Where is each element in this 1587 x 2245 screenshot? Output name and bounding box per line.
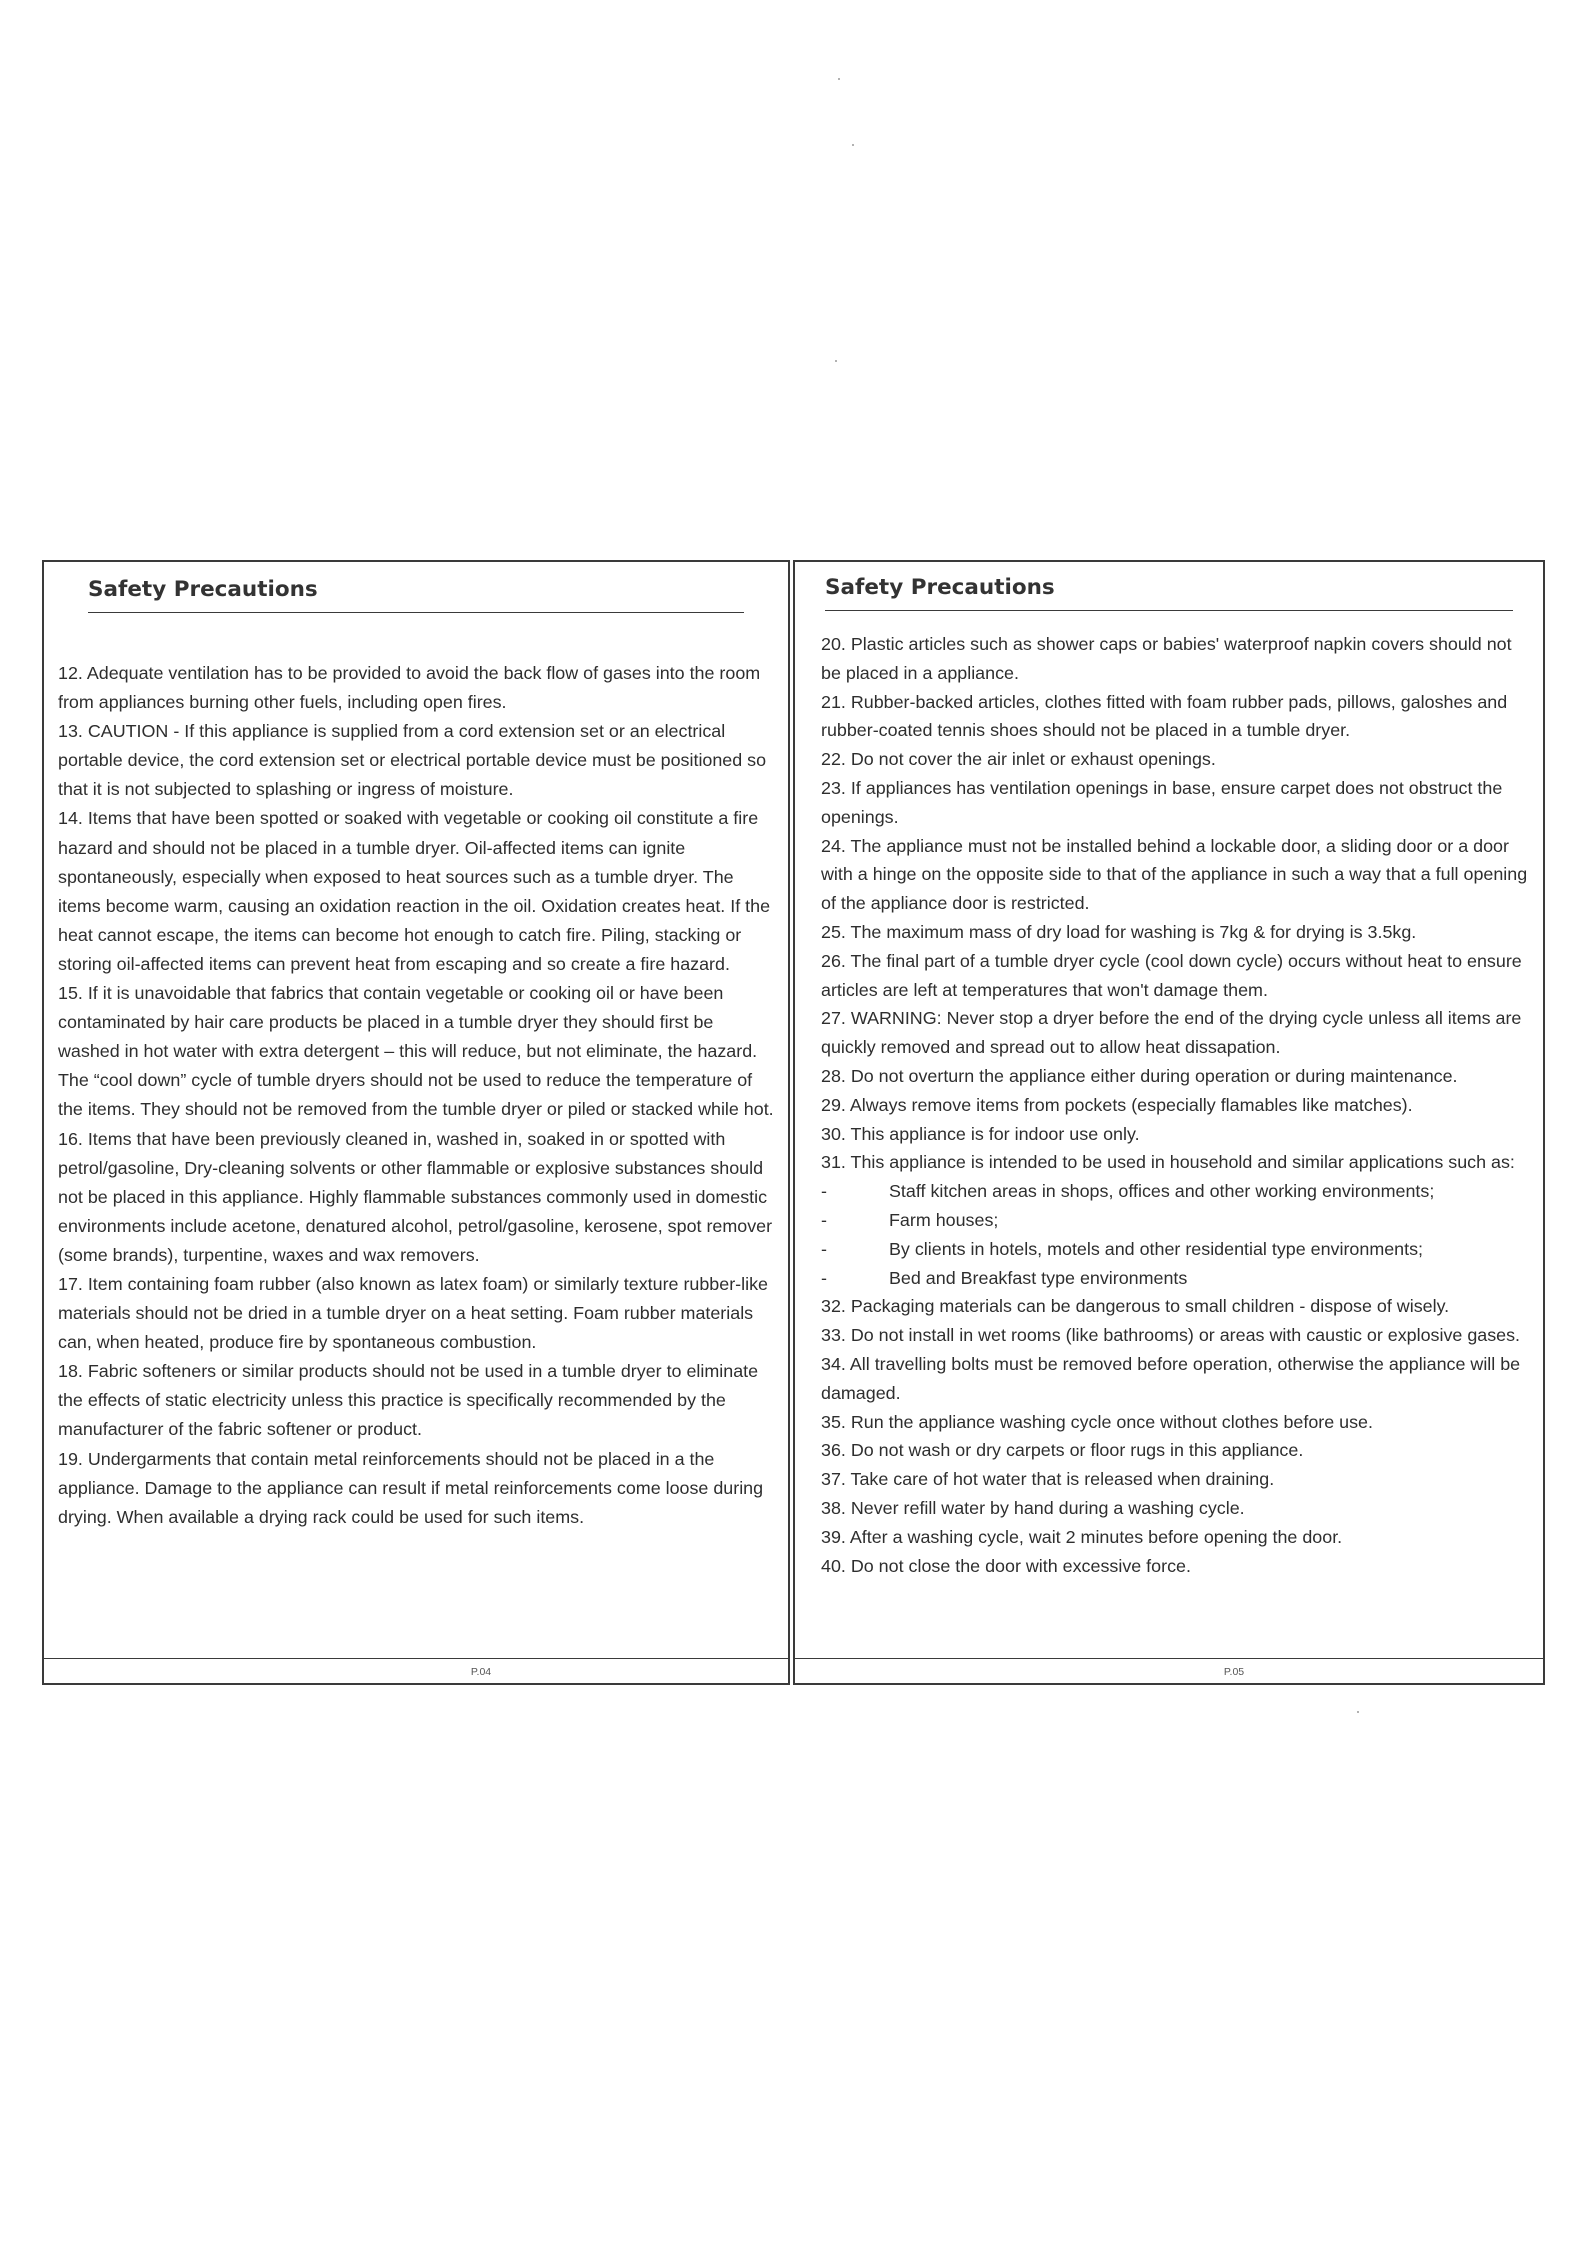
precaution-item: 32. Packaging materials can be dangerous to small children - dispose of wisely.	[821, 1296, 1450, 1317]
precaution-item: 35. Run the appliance washing cycle once without clothes before use.	[821, 1411, 1373, 1432]
precaution-item: 40. Do not close the door with excessive force.	[821, 1555, 1191, 1576]
page-title: Safety Precautions	[825, 575, 1055, 600]
page-right	[793, 560, 1545, 1685]
precaution-item: 15. If it is unavoidable that fabrics that contain vegetable or cooking oil or have been contaminated by hair care products be placed in a tumble dryer they should first be washed in hot water with extra detergent – this will reduce, but not eliminate, the hazard. The “cool down” cycle of tumble dryers should not be used to reduce the temperature of the items. They should not be removed from the tumble dryer or piled or stacked while hot.	[58, 983, 774, 1120]
precautions-list-left	[58, 659, 774, 1532]
page-number: P.04	[470, 1666, 492, 1678]
precaution-item: 19. Undergarments that contain metal reinforcements should not be placed in a the appliance. Damage to the appliance can result if metal reinforcements come loose during drying. When available a drying rack could be used for such items.	[58, 1448, 764, 1527]
precaution-item: 18. Fabric softeners or similar products should not be used in a tumble dryer to eliminate the effects of static electricity unless this practice is specifically recommended by the manufacturer of the fabric softener or product.	[58, 1361, 759, 1440]
dash-marker: -	[821, 1267, 827, 1288]
precaution-item: 30. This appliance is for indoor use only.	[821, 1123, 1140, 1144]
precaution-item: 38. Never refill water by hand during a washing cycle.	[821, 1497, 1245, 1518]
environment-bullet	[821, 1177, 1533, 1206]
precaution-item: 36. Do not wash or dry carpets or floor rugs in this appliance.	[821, 1440, 1304, 1461]
precaution-item: 29. Always remove items from pockets (especially flamables like matches).	[821, 1094, 1413, 1115]
precaution-item: 13. CAUTION - If this appliance is supplied from a cord extension set or an electrical portable device, the cord extension set or electrical portable device must be positioned so that it is not subjected to splashing or ingress of moisture.	[58, 721, 767, 800]
precaution-item: 39. After a washing cycle, wait 2 minutes before opening the door.	[821, 1526, 1343, 1547]
page-title: Safety Precautions	[88, 577, 318, 602]
bullet-text: By clients in hotels, motels and other residential type environments;	[889, 1238, 1424, 1259]
precaution-item: 14. Items that have been spotted or soaked with vegetable or cooking oil constitute a fire hazard and should not be placed in a tumble dryer. Oil-affected items can ignite spontaneously, especially when exposed to heat sources such as a tumble dryer. The items become warm, causing an oxidation reaction in the oil. Oxidation creates heat. If the heat cannot escape, the items can become hot enough to catch fire. Piling, stacking or storing oil-affected items can prevent heat from escaping and so create a fire hazard.	[58, 808, 771, 974]
precaution-item: 31. This appliance is intended to be used in household and similar applications such as:	[821, 1152, 1515, 1173]
scan-speck	[838, 78, 840, 80]
environment-bullet	[821, 1206, 1533, 1235]
precaution-item: 12. Adequate ventilation has to be provided to avoid the back flow of gases into the room from appliances burning other fuels, including open fires.	[58, 663, 761, 713]
precaution-item: 21. Rubber-backed articles, clothes fitted with foam rubber pads, pillows, galoshes and rubber-coated tennis shoes should not be placed in a tumble dryer.	[821, 691, 1508, 741]
bullet-text: Staff kitchen areas in shops, offices and other working environments;	[889, 1181, 1435, 1202]
precaution-item: 34. All travelling bolts must be removed before operation, otherwise the appliance will be damaged.	[821, 1353, 1521, 1403]
bullet-text: Bed and Breakfast type environments	[889, 1267, 1188, 1288]
bullet-text: Farm houses;	[889, 1209, 999, 1230]
precaution-item: 27. WARNING: Never stop a dryer before the end of the drying cycle unless all items are quickly removed and spread out to allow heat dissapation.	[821, 1008, 1522, 1058]
precaution-item: 26. The final part of a tumble dryer cycle (cool down cycle) occurs without heat to ensure articles are left at temperatures that won't damage them.	[821, 950, 1522, 1000]
precaution-item: 16. Items that have been previously cleaned in, washed in, soaked in or spotted with petrol/gasoline, Dry-cleaning solvents or other flammable or explosive substances should not be placed in this appliance. Highly flammable substances commonly used in domestic environments include acetone, denatured alcohol, petrol/gasoline, kerosene, spot remover (some brands), turpentine, waxes and wax removers.	[58, 1128, 773, 1265]
precaution-item: 37. Take care of hot water that is released when draining.	[821, 1469, 1275, 1490]
page-left	[42, 560, 790, 1685]
precaution-item: 28. Do not overturn the appliance either during operation or during maintenance.	[821, 1065, 1458, 1086]
precaution-item: 23. If appliances has ventilation openings in base, ensure carpet does not obstruct the openings.	[821, 777, 1503, 827]
precaution-item: 17. Item containing foam rubber (also known as latex foam) or similarly texture rubber-like materials should not be dried in a tumble dryer on a heat setting. Foam rubber materials can, when heated, produce fire by spontaneous combustion.	[58, 1273, 768, 1353]
scan-speck	[1357, 1711, 1359, 1713]
precaution-item: 20. Plastic articles such as shower caps or babies' waterproof napkin covers should not be placed in a appliance.	[821, 634, 1512, 683]
precaution-item: 25. The maximum mass of dry load for washing is 7kg & for drying is 3.5kg.	[821, 921, 1417, 942]
environment-bullet	[821, 1235, 1533, 1264]
precautions-list-right	[821, 630, 1533, 1580]
dash-marker: -	[821, 1238, 827, 1259]
scan-speck	[852, 144, 854, 146]
scan-speck	[835, 360, 837, 362]
dash-marker: -	[821, 1209, 827, 1230]
dash-marker: -	[821, 1181, 827, 1202]
page-number: P.05	[1223, 1666, 1245, 1678]
environment-bullet	[821, 1264, 1533, 1293]
page-right-header	[825, 574, 1513, 611]
page-left-header	[88, 576, 744, 613]
precaution-item: 24. The appliance must not be installed behind a lockable door, a sliding door or a door with a hinge on the opposite side to that of the appliance in such a way that a full opening of the appliance door is restricted.	[821, 835, 1528, 914]
precaution-item: 22. Do not cover the air inlet or exhaust openings.	[821, 749, 1216, 770]
precaution-item: 33. Do not install in wet rooms (like bathrooms) or areas with caustic or explosive gases.	[821, 1325, 1521, 1346]
